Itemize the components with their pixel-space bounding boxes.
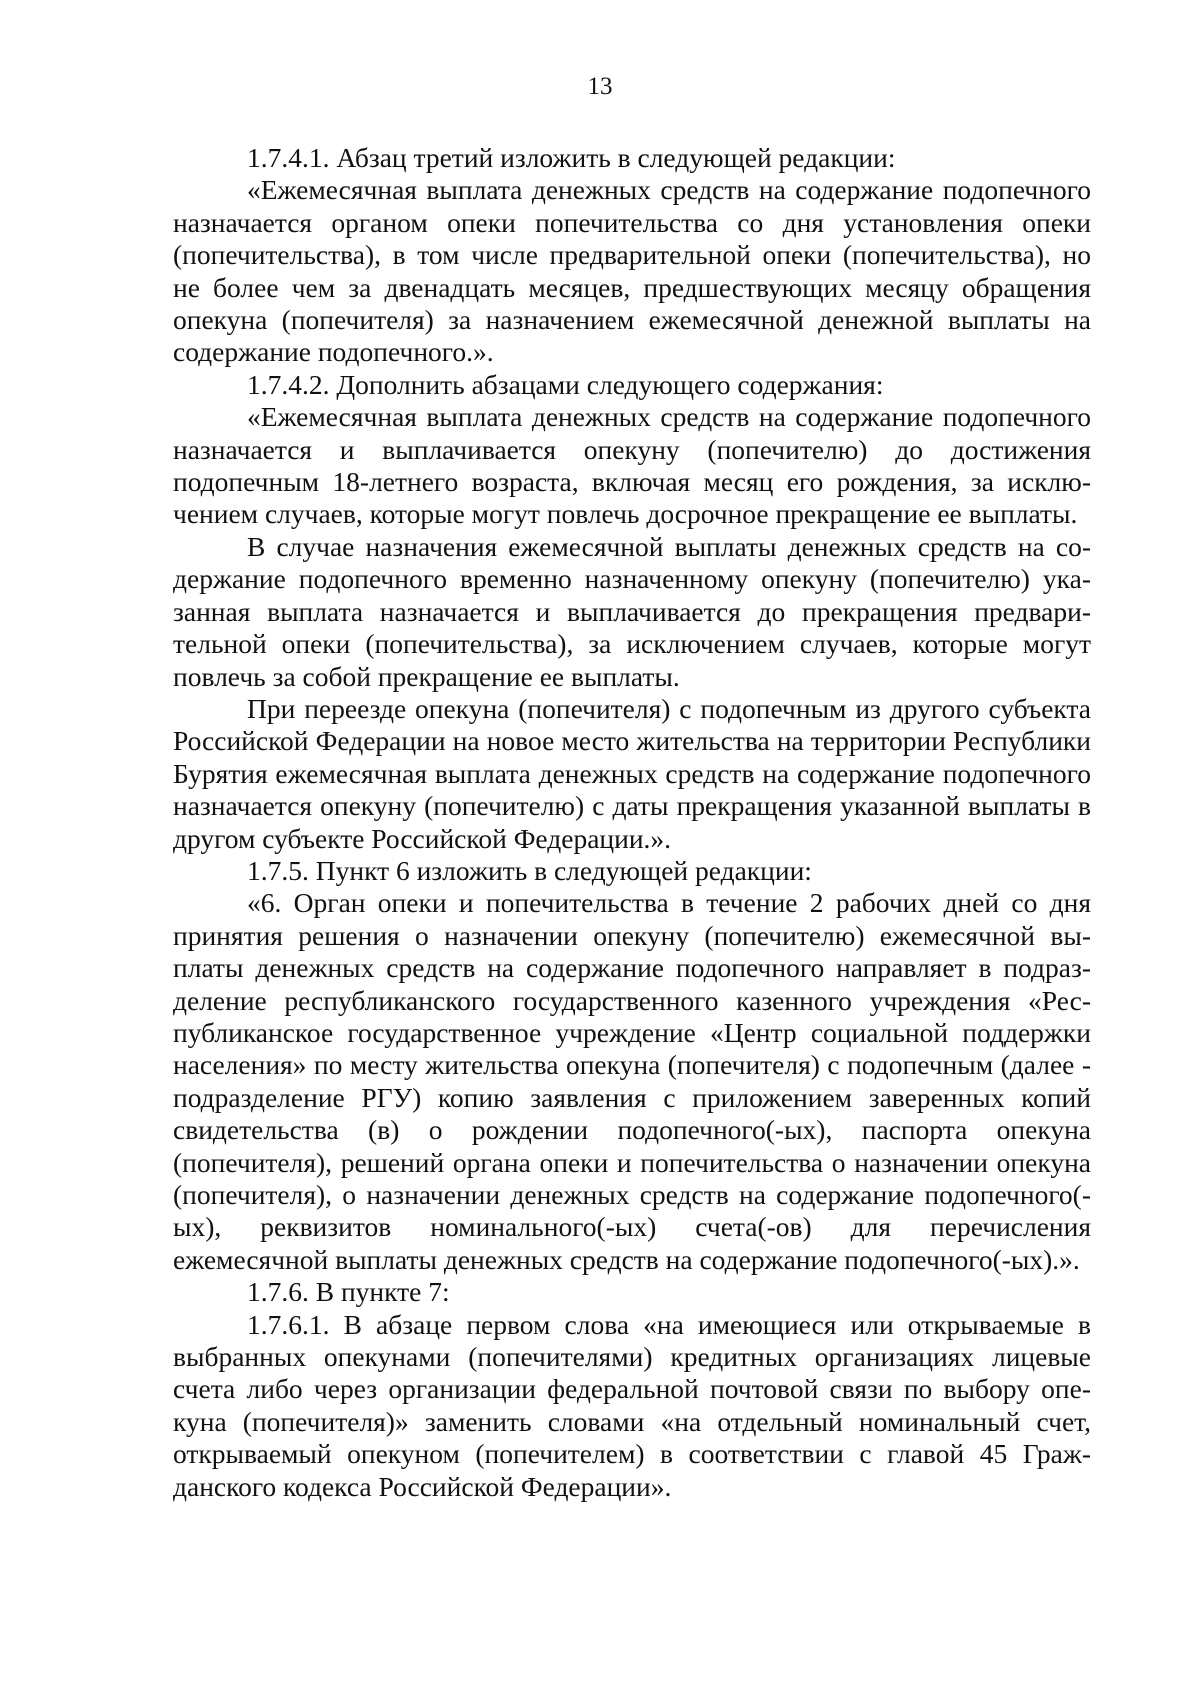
paragraph-1-7-4-2: 1.7.4.2. Дополнить абзацами следующего содержания: bbox=[247, 368, 884, 400]
paragraph-payment-until-18: «Ежемесячная выплата денежных средств на содержание подопечного назначается и выплачивается опекуну (попечителю) до достижения подопечным 18-летнего возраста, включая месяц его рождения, за исключением случаев, которые могут повлечь досрочное прекращение ее выплаты. bbox=[173, 401, 1091, 530]
paragraph-monthly-payment-assignment: «Ежемесячная выплата денежных средств на содержание подопечного назначается органом опеки попечительства со дня установления опеки (попечительства), в том числе предварительной опеки (попечительства), но не более чем за двенадцать месяцев, предшествующих месяцу обращения опекуна (попечителя) за назначением ежемесячной денежной выплаты на содержание подопечного.». bbox=[173, 174, 1091, 368]
document-body bbox=[173, 142, 1091, 1503]
paragraph-1-7-5: 1.7.5. Пункт 6 изложить в следующей редакции: bbox=[247, 854, 812, 886]
paragraph-1-7-6-1: 1.7.6.1. В абзаце первом слова «на имеющиеся или открываемые в выбранных опекунами (попечителями) кредитных организациях лицевые счета либо через организации федеральной почтовой связи по выбору опекуна (попечителя)» заменить словами «на отдельный номинальный счет, открываемый опекуном (попечителем) в соответствии с главой 45 Гражданского кодекса Российской Федерации». bbox=[173, 1308, 1091, 1502]
page-number: 13 bbox=[587, 73, 613, 100]
paragraph-relocation: При переезде опекуна (попечителя) с подопечным из другого субъекта Российской Федерации на новое место жительства на территории Республики Бурятия ежемесячная выплата денежных средств на содержание подопечного назначается опекуну (попечителю) с даты прекращения указанной выплаты в другом субъекте Российской Федерации.». bbox=[173, 692, 1091, 854]
paragraph-1-7-6: 1.7.6. В пункте 7: bbox=[247, 1276, 450, 1308]
paragraph-temporary-guardian: В случае назначения ежемесячной выплаты денежных средств на содержание подопечного временно назначенному опекуну (попечителю) указанная выплата назначается и выплачивается до прекращения предварительной опеки (попечительства), за исключением случаев, которые могут повлечь за собой прекращение ее выплаты. bbox=[173, 530, 1091, 692]
paragraph-1-7-4-1: 1.7.4.1. Абзац третий изложить в следующей редакции: bbox=[247, 142, 896, 173]
paragraph-point-6: «6. Орган опеки и попечительства в течение 2 рабочих дней со дня принятия решения о назначении опекуну (попечителю) ежемесячной выплаты денежных средств на содержание подопечного направляет в подразделение республиканского государственного казенного учреждения «Республиканское государственное учреждение «Центр социальной поддержки населения» по месту жительства опекуна (попечителя) с подопечным (далее - подразделение РГУ) копию заявления с приложением заверенных копий свидетельства (в) о рождении подопечного(-ых), паспорта опекуна (попечителя), решений органа опеки и попечительства о назначении опекуна (попечителя), о назначении денежных средств на содержание подопечного(-ых), реквизитов номинального(-ых) счета(-ов) для перечисления ежемесячной выплаты денежных средств на содержание подопечного(-ых).». bbox=[173, 887, 1091, 1275]
